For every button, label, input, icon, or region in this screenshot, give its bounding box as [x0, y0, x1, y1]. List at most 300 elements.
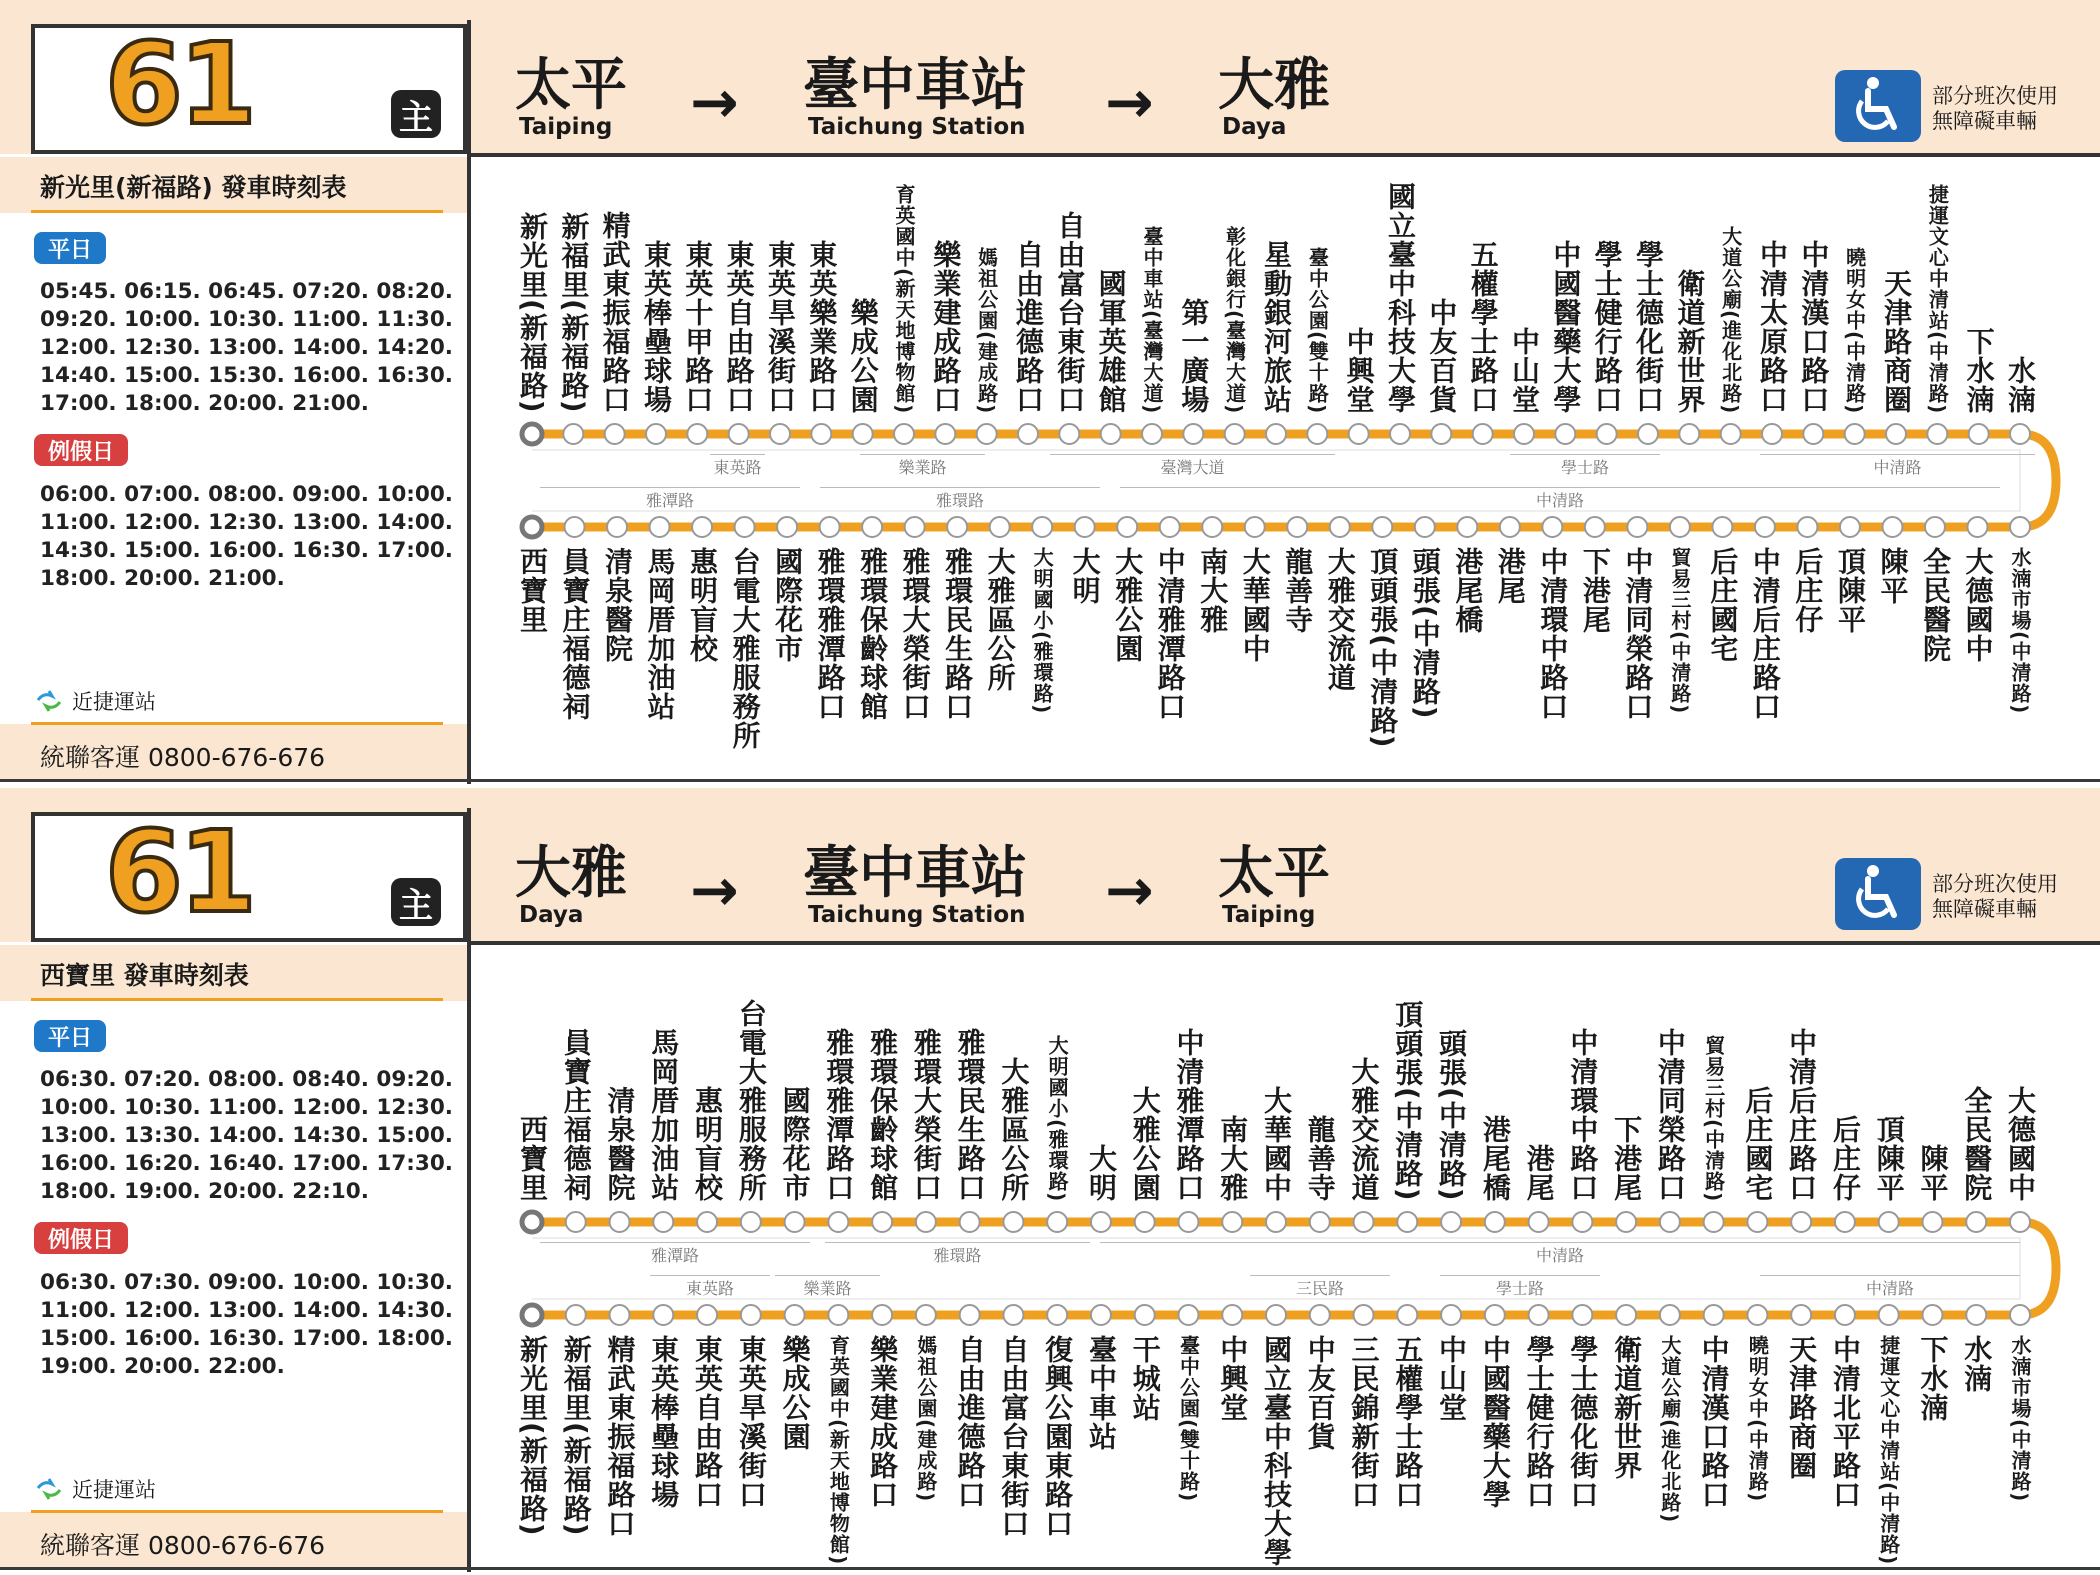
stop-name: 彰化銀行(臺灣大道) — [1222, 226, 1247, 415]
stop-name: 中清北平路口 — [1828, 1335, 1862, 1509]
destination-name-en: Daya — [1222, 114, 1287, 140]
stop-name: 中清同榮路口 — [1621, 547, 1655, 721]
road-label: 中清路 — [1535, 491, 1585, 510]
stop-marker — [1840, 517, 1860, 537]
weekday-badge: 平日 — [34, 232, 106, 264]
stop-marker — [1485, 1305, 1505, 1325]
stop-marker — [522, 1212, 542, 1232]
stop-marker — [1922, 1305, 1942, 1325]
stop-name: 學士德化街口 — [1632, 240, 1665, 414]
stop-marker — [1966, 1212, 1986, 1232]
stop-marker — [1003, 1305, 1023, 1325]
stop-marker — [853, 424, 873, 444]
stop-name: 捷運文心中清站(中清路) — [1925, 184, 1950, 415]
stop-marker — [1047, 1305, 1067, 1325]
stop-name: 臺中公園(雙十路) — [1176, 1335, 1201, 1503]
stop-name: 大德國中 — [1961, 547, 1995, 663]
stop-name: 第一廣場 — [1177, 298, 1211, 414]
stop-name: 大雅交流道 — [1347, 1057, 1381, 1202]
stop-name: 大明 — [1084, 1144, 1118, 1202]
road-label: 雅潭路 — [645, 491, 695, 510]
stop-name: 馬岡厝加油站 — [643, 547, 677, 721]
stop-name: 南大雅 — [1196, 547, 1230, 634]
route-line — [532, 1222, 2056, 1315]
stop-name: 中山堂 — [1508, 327, 1541, 414]
stop-marker — [1142, 424, 1162, 444]
stop-name: 東英棒壘球場 — [640, 240, 673, 414]
stop-marker — [770, 424, 790, 444]
stop-name: 干城站 — [1128, 1335, 1162, 1422]
weekday-badge: 平日 — [34, 1020, 106, 1052]
stop-marker — [1967, 517, 1987, 537]
stop-marker — [650, 517, 670, 537]
stop-marker — [1969, 424, 1989, 444]
stop-name: 中清環中路口 — [1566, 1028, 1600, 1202]
stop-name: 東英自由路口 — [691, 1335, 725, 1509]
stop-marker — [1222, 1305, 1242, 1325]
stop-name: 水湳 — [2004, 356, 2037, 414]
stop-marker — [1755, 517, 1775, 537]
stop-marker — [1922, 1212, 1942, 1232]
stop-marker — [1266, 1212, 1286, 1232]
stop-name: 國際花市 — [778, 1086, 812, 1202]
stop-marker — [566, 1212, 586, 1232]
destination-name-en: Taiping — [1222, 902, 1316, 928]
stop-marker — [1679, 424, 1699, 444]
stop-name: 曉明女中(中清路) — [1842, 247, 1867, 415]
stop-marker — [1018, 424, 1038, 444]
stop-marker — [947, 517, 967, 537]
stop-name: 東英自由路口 — [722, 240, 756, 414]
origin-name-en: Taiping — [519, 114, 613, 140]
stop-marker — [1797, 517, 1817, 537]
destination-name: 大雅 — [1218, 53, 1330, 118]
stop-name: 港尾橋 — [1451, 547, 1485, 634]
stop-name: 大雅區公所 — [983, 547, 1017, 692]
accessible-vehicle-note: 部分班次使用 無障礙車輛 — [1932, 84, 2058, 133]
stop-name: 雅環保齡球館 — [856, 547, 890, 721]
stop-marker — [1529, 1212, 1549, 1232]
stop-name: 中友百貨 — [1425, 298, 1459, 414]
stop-name: 新福里(新福路) — [557, 212, 591, 414]
stop-marker — [1441, 1212, 1461, 1232]
via-name: 臺中車站 — [803, 53, 1027, 118]
timetable-title: 西寶里 發車時刻表 — [40, 961, 249, 990]
stop-marker — [522, 424, 542, 444]
stop-marker — [1032, 517, 1052, 537]
stop-marker — [1704, 1212, 1724, 1232]
stop-marker — [916, 1305, 936, 1325]
stop-name: 臺中車站(臺灣大道) — [1140, 226, 1164, 415]
origin-name: 大雅 — [515, 841, 627, 906]
stop-name: 西寶里 — [516, 547, 549, 634]
stop-name: 大道公廟(進化北路) — [1718, 226, 1743, 415]
stop-name: 中山堂 — [1435, 1335, 1469, 1422]
stop-name: 水湳 — [1960, 1335, 1994, 1393]
stop-marker — [894, 424, 914, 444]
stop-name: 中國醫藥大學 — [1549, 240, 1583, 414]
stop-name: 雅環雅潭路口 — [813, 547, 847, 721]
stop-marker — [1803, 424, 1823, 444]
stop-marker — [1473, 424, 1493, 444]
stop-marker — [1183, 424, 1203, 444]
stop-marker — [1457, 517, 1477, 537]
stop-name: 學士德化街口 — [1566, 1335, 1600, 1509]
stop-marker — [1222, 1212, 1242, 1232]
stop-name: 龍善寺 — [1281, 547, 1315, 634]
stop-name: 東英棒壘球場 — [647, 1335, 681, 1509]
stop-marker — [1966, 1305, 1986, 1325]
stop-name: 清泉醫院 — [603, 1086, 637, 1202]
stop-name: 中清雅潭路口 — [1153, 547, 1187, 721]
stop-marker — [1886, 424, 1906, 444]
stop-name: 曉明女中(中清路) — [1745, 1335, 1770, 1503]
road-label: 雅環路 — [935, 491, 985, 510]
stop-marker — [1500, 517, 1520, 537]
stop-name: 星動銀河旅站 — [1260, 240, 1293, 414]
accessible-vehicle-note: 部分班次使用 無障礙車輛 — [1932, 872, 2058, 921]
stop-name: 國際花市 — [771, 547, 805, 663]
stop-marker — [563, 424, 583, 444]
stop-marker — [1845, 424, 1865, 444]
stop-name: 自由進德路口 — [953, 1335, 987, 1509]
stop-name: 下水湳 — [1962, 327, 1996, 414]
stop-name: 新福里(新福路) — [559, 1335, 593, 1537]
stop-marker — [2010, 517, 2030, 537]
stop-name: 大雅公園 — [1111, 547, 1145, 663]
stop-name: 衛道新世界 — [1610, 1335, 1644, 1480]
stop-name: 下港尾 — [1578, 547, 1612, 634]
road-label: 臺灣大道 — [1160, 458, 1225, 477]
stop-name: 雅環大榮街口 — [909, 1028, 943, 1202]
stop-marker — [785, 1305, 805, 1325]
stop-name: 五權學士路口 — [1391, 1335, 1425, 1509]
stop-marker — [1529, 1305, 1549, 1325]
stop-marker — [1585, 517, 1605, 537]
stop-name: 三民錦新街口 — [1347, 1335, 1381, 1509]
stop-marker — [1712, 517, 1732, 537]
stop-name: 雅環民生路口 — [941, 547, 975, 721]
stop-marker — [697, 1212, 717, 1232]
stop-name: 后庄仔 — [1828, 1115, 1862, 1202]
stop-name: 中清漢口路口 — [1797, 240, 1831, 414]
stop-marker — [1431, 424, 1451, 444]
stop-marker — [1616, 1212, 1636, 1232]
stop-name: 頂陳平 — [1833, 547, 1867, 634]
stop-name: 下水湳 — [1916, 1335, 1950, 1422]
stop-name: 天津路商圈 — [1880, 269, 1913, 414]
stop-name: 中清同榮路口 — [1653, 1028, 1687, 1202]
stop-name: 新光里(新福路) — [516, 212, 549, 414]
company-contact: 統聯客運 0800-676-676 — [40, 1531, 326, 1560]
stop-marker — [697, 1305, 717, 1325]
main-route-badge: 主 — [391, 878, 441, 926]
stop-name: 樂成公園 — [778, 1335, 812, 1451]
stop-marker — [741, 1212, 761, 1232]
stop-marker — [1178, 1305, 1198, 1325]
stop-name: 大雅交流道 — [1323, 547, 1357, 692]
stop-marker — [1310, 1305, 1330, 1325]
stop-marker — [1354, 1305, 1374, 1325]
stop-marker — [1003, 1212, 1023, 1232]
stop-name: 惠明盲校 — [691, 1086, 725, 1202]
stop-marker — [1160, 517, 1180, 537]
stop-marker — [1225, 424, 1245, 444]
stop-name: 后庄國宅 — [1741, 1086, 1775, 1202]
holiday-badge: 例假日 — [34, 1222, 128, 1254]
timetable-panel-daya-to-taiping — [0, 788, 2100, 1572]
company-contact: 統聯客運 0800-676-676 — [40, 743, 326, 772]
stop-name: 中國醫藥大學 — [1478, 1335, 1512, 1509]
stop-marker — [1704, 1305, 1724, 1325]
stop-marker — [1660, 1212, 1680, 1232]
main-route-badge: 主 — [391, 90, 441, 138]
stop-marker — [1415, 517, 1435, 537]
stop-name: 水湳市場(中清路) — [2008, 547, 2032, 715]
stop-name: 后庄仔 — [1791, 547, 1825, 634]
stop-name: 惠明盲校 — [686, 547, 720, 663]
stop-name: 台電大雅服務所 — [728, 547, 762, 750]
stop-marker — [1762, 424, 1782, 444]
stop-name: 水湳市場(中清路) — [2008, 1335, 2032, 1503]
stop-marker — [1397, 1305, 1417, 1325]
stop-marker — [1627, 517, 1647, 537]
stop-marker — [960, 1305, 980, 1325]
stop-marker — [905, 517, 925, 537]
stop-marker — [1287, 517, 1307, 537]
weekday-times: 05:45. 06:15. 06:45. 07:20. 08:20. 09:20. 10:00. 10:30. 11:00. 11:30. 12:00. 12:30. 13:00. 14:00. 14:20. 14:40. 15:00. 15:30. 16:00. 16:30. 17:00. 18:00. 20:00. 21:00. — [40, 279, 453, 416]
stop-name: 自由富台東街口 — [1053, 211, 1087, 414]
stop-marker — [1514, 424, 1534, 444]
stop-name: 港尾橋 — [1478, 1115, 1512, 1202]
stop-marker — [610, 1212, 630, 1232]
stop-marker — [687, 424, 707, 444]
stop-marker — [1266, 1305, 1286, 1325]
stop-name: 大雅公園 — [1128, 1086, 1162, 1202]
stop-name: 東英樂業路口 — [805, 240, 839, 414]
stop-marker — [2010, 1305, 2030, 1325]
stop-marker — [1075, 517, 1095, 537]
stop-marker — [565, 517, 585, 537]
stop-marker — [1354, 1212, 1374, 1232]
stop-name: 港尾 — [1493, 547, 1527, 605]
stop-marker — [828, 1212, 848, 1232]
stop-marker — [1091, 1305, 1111, 1325]
holiday-times: 06:30. 07:30. 09:00. 10:00. 10:30. 11:00. 12:00. 13:00. 14:00. 14:30. 15:00. 16:00. 16:30. 17:00. 18:00. 19:00. 20:00. 22:00. — [40, 1270, 453, 1379]
stop-marker — [990, 517, 1010, 537]
stop-name: 雅環雅潭路口 — [822, 1028, 856, 1202]
holiday-badge: 例假日 — [34, 434, 128, 466]
stop-marker — [1245, 517, 1265, 537]
stop-name: 中清漢口路口 — [1697, 1335, 1731, 1509]
stop-name: 東英十甲路口 — [681, 240, 715, 414]
stop-name: 頂頭張(中清路) — [1366, 547, 1400, 749]
stop-marker — [1835, 1305, 1855, 1325]
via-name: 臺中車站 — [803, 841, 1027, 906]
road-label: 東英路 — [713, 458, 762, 477]
stop-marker — [605, 424, 625, 444]
stop-name: 雅環保齡球館 — [866, 1028, 900, 1202]
stop-marker — [2010, 424, 2030, 444]
route-guide — [532, 1238, 2020, 1299]
arrow-right-icon: → — [1105, 856, 1154, 924]
stop-marker — [935, 424, 955, 444]
stop-marker — [1135, 1212, 1155, 1232]
stop-name: 雅環大榮街口 — [898, 547, 932, 721]
stop-marker — [1572, 1305, 1592, 1325]
stop-name: 大明國小(雅環路) — [1045, 1035, 1070, 1203]
road-label: 中清路 — [1535, 1246, 1585, 1265]
stop-marker — [1572, 1212, 1592, 1232]
stop-name: 國立臺中科技大學 — [1260, 1335, 1293, 1567]
stop-marker — [1638, 424, 1658, 444]
road-label: 雅環路 — [933, 1246, 982, 1265]
stop-marker — [1135, 1305, 1155, 1325]
stop-marker — [1310, 1212, 1330, 1232]
stop-name: 大華國中 — [1238, 547, 1272, 663]
route-number: 61 — [105, 20, 253, 150]
stop-name: 捷運文心中清站(中清路) — [1876, 1335, 1901, 1566]
stop-name: 全民醫院 — [1960, 1086, 1994, 1202]
stop-marker — [1485, 1212, 1505, 1232]
stop-marker — [862, 517, 882, 537]
stop-marker — [960, 1212, 980, 1232]
stop-marker — [2010, 1212, 2030, 1232]
stop-name: 龍善寺 — [1303, 1115, 1337, 1202]
stop-marker — [1721, 424, 1741, 444]
road-label: 三民路 — [1295, 1279, 1345, 1298]
stop-name: 全民醫院 — [1918, 547, 1952, 663]
stop-marker — [610, 1305, 630, 1325]
stop-name: 學士健行路口 — [1522, 1335, 1556, 1509]
stop-marker — [1349, 424, 1369, 444]
stop-name: 港尾 — [1522, 1144, 1556, 1202]
road-label: 雅潭路 — [650, 1246, 700, 1265]
route-number: 61 — [105, 808, 253, 938]
stop-name: 陳平 — [1916, 1144, 1950, 1202]
stop-name: 清泉醫院 — [601, 547, 635, 663]
stop-marker — [1555, 424, 1575, 444]
stop-name: 中興堂 — [1342, 327, 1376, 414]
stop-marker — [1925, 517, 1945, 537]
stop-name: 員寶庄福德祠 — [558, 547, 592, 721]
stop-marker — [1791, 1305, 1811, 1325]
stop-name: 天津路商圈 — [1785, 1335, 1819, 1480]
route-line — [532, 434, 2056, 527]
via-name-en: Taichung Station — [808, 114, 1026, 140]
stop-marker — [1047, 1212, 1067, 1232]
road-label: 樂業路 — [898, 458, 947, 477]
stop-name: 大華國中 — [1260, 1086, 1293, 1202]
road-label: 學士路 — [1495, 1279, 1545, 1298]
stop-name: 東英旱溪街口 — [734, 1335, 768, 1509]
stop-name: 大雅區公所 — [997, 1057, 1031, 1202]
stop-marker — [1397, 1212, 1417, 1232]
stop-marker — [1330, 517, 1350, 537]
stop-marker — [916, 1212, 936, 1232]
stop-marker — [692, 517, 712, 537]
stop-name: 臺中公園(雙十路) — [1305, 247, 1330, 415]
stop-marker — [1835, 1212, 1855, 1232]
stop-marker — [1178, 1212, 1198, 1232]
stop-name: 衛道新世界 — [1673, 269, 1707, 414]
stop-name: 員寶庄福德祠 — [559, 1028, 593, 1202]
stop-name: 西寶里 — [516, 1115, 549, 1202]
stop-name: 學士健行路口 — [1590, 240, 1624, 414]
stop-name: 自由富台東街口 — [997, 1335, 1031, 1538]
stop-marker — [1879, 1212, 1899, 1232]
stop-name: 后庄國宅 — [1706, 547, 1740, 663]
stop-marker — [777, 517, 797, 537]
stop-marker — [1266, 424, 1286, 444]
stop-marker — [607, 517, 627, 537]
stop-marker — [1927, 424, 1947, 444]
stop-marker — [1882, 517, 1902, 537]
stop-marker — [1747, 1305, 1767, 1325]
stop-name: 台電大雅服務所 — [734, 999, 768, 1202]
stop-name: 下港尾 — [1610, 1115, 1644, 1202]
stop-marker — [785, 1212, 805, 1232]
stop-name: 貿易三村(中清路) — [1667, 547, 1692, 715]
stop-marker — [1441, 1305, 1461, 1325]
divider — [0, 779, 2100, 782]
stop-name: 中友百貨 — [1303, 1335, 1337, 1451]
stop-name: 頭張(中清路) — [1435, 1029, 1469, 1202]
stop-marker — [522, 1305, 542, 1325]
stop-name: 國立臺中科技大學 — [1384, 182, 1417, 414]
arrow-right-icon: → — [690, 68, 739, 136]
stop-marker — [1597, 424, 1617, 444]
stop-name: 精武東振福路口 — [598, 211, 632, 414]
stop-name: 頭張(中清路) — [1408, 547, 1442, 720]
stop-marker — [1670, 517, 1690, 537]
stop-name: 東英旱溪街口 — [764, 240, 797, 414]
stop-name: 國軍英雄館 — [1094, 269, 1128, 414]
stop-name: 育英國中(新天地博物館) — [892, 184, 916, 415]
origin-name: 太平 — [515, 53, 627, 118]
stop-marker — [828, 1305, 848, 1325]
stop-marker — [1101, 424, 1121, 444]
divider — [0, 1567, 2100, 1570]
stop-marker — [653, 1305, 673, 1325]
stop-marker — [566, 1305, 586, 1325]
stop-name: 頂頭張(中清路) — [1391, 1000, 1425, 1202]
stop-name: 中興堂 — [1216, 1335, 1250, 1422]
stop-name: 樂成公園 — [846, 298, 880, 414]
arrow-right-icon: → — [690, 856, 739, 924]
stop-marker — [1202, 517, 1222, 537]
stop-marker — [741, 1305, 761, 1325]
stop-marker — [811, 424, 831, 444]
stop-marker — [653, 1212, 673, 1232]
stop-name: 樂業建成路口 — [866, 1335, 900, 1509]
stop-name: 頂陳平 — [1872, 1115, 1906, 1202]
stop-marker — [1616, 1305, 1636, 1325]
stop-marker — [1307, 424, 1327, 444]
stop-name: 大德國中 — [2004, 1086, 2037, 1202]
timetable-panel-taiping-to-daya — [0, 0, 2100, 784]
stop-marker — [1059, 424, 1079, 444]
road-label: 東英路 — [685, 1279, 735, 1298]
mrt-legend-label: 近捷運站 — [72, 690, 156, 714]
stop-name: 自由進德路口 — [1012, 240, 1045, 414]
stop-marker — [729, 424, 749, 444]
holiday-times: 06:00. 07:00. 08:00. 09:00. 10:00. 11:00. 12:00. 12:30. 13:00. 14:00. 14:30. 15:00. 16:00. 16:30. 17:00. 18:00. 20:00. 21:00. — [40, 482, 453, 591]
destination-name: 太平 — [1218, 841, 1330, 906]
stop-marker — [1879, 1305, 1899, 1325]
stop-name: 復興公園東路口 — [1041, 1335, 1075, 1538]
stop-name: 中清后庄路口 — [1785, 1028, 1819, 1202]
